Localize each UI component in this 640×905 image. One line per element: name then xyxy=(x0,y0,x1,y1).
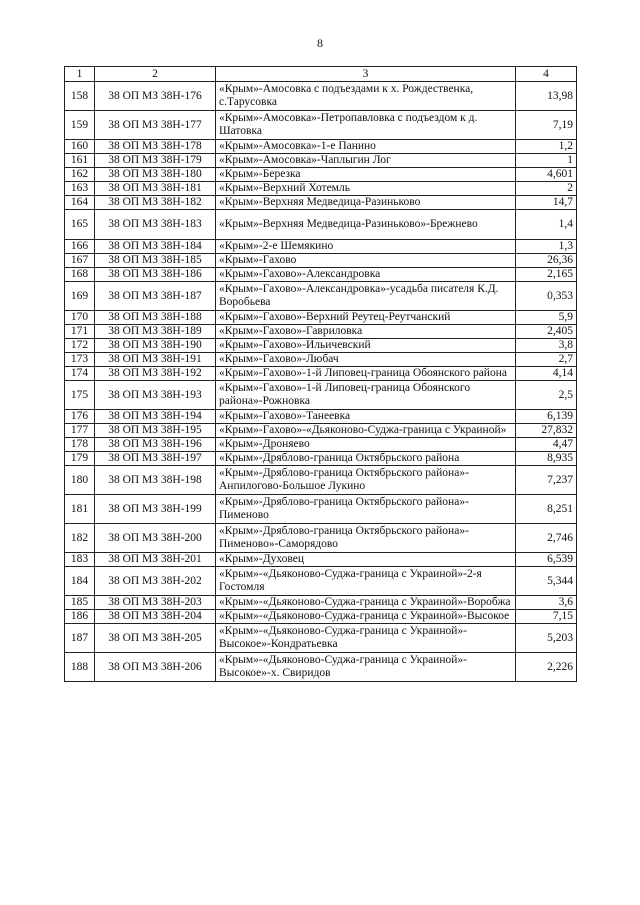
row-number: 185 xyxy=(65,596,95,610)
road-length: 2,5 xyxy=(516,381,577,410)
row-number: 170 xyxy=(65,311,95,325)
page-number: 8 xyxy=(317,36,323,50)
row-number: 172 xyxy=(65,339,95,353)
road-length: 2,405 xyxy=(516,325,577,339)
road-name: «Крым»-Амосовка»-Чаплыгин Лог xyxy=(216,154,516,168)
road-name: «Крым»-Амосовка с подъездами к х. Рождественка, с.Тарусовка xyxy=(216,82,516,111)
table-row xyxy=(65,111,577,140)
road-name: «Крым»-Верхняя Медведица-Разиньково»-Брежнево xyxy=(216,210,516,240)
row-number: 188 xyxy=(65,653,95,682)
road-name: «Крым»-Дряблово-граница Октябрьского района xyxy=(216,452,516,466)
road-length: 7,19 xyxy=(516,111,577,140)
table-row xyxy=(65,210,577,240)
row-number: 178 xyxy=(65,438,95,452)
road-name: «Крым»-«Дьяконово-Суджа-граница с Украиной»-Высокое xyxy=(216,610,516,624)
road-name: «Крым»-Гахово»-1-й Липовец-граница Обоянского района xyxy=(216,367,516,381)
table-row xyxy=(65,524,577,553)
row-number: 159 xyxy=(65,111,95,140)
road-code: 38 ОП МЗ 38Н-185 xyxy=(95,254,216,268)
road-name: «Крым»-Гахово»-Ильичевский xyxy=(216,339,516,353)
road-length: 4,47 xyxy=(516,438,577,452)
road-name: «Крым»-Гахово»-Танеевка xyxy=(216,410,516,424)
table-row xyxy=(65,154,577,168)
column-header: 3 xyxy=(216,67,516,82)
row-number: 184 xyxy=(65,567,95,596)
row-number: 182 xyxy=(65,524,95,553)
row-number: 176 xyxy=(65,410,95,424)
road-length: 0,353 xyxy=(516,282,577,311)
row-number: 158 xyxy=(65,82,95,111)
road-name: «Крым»-Гахово»-Верхний Реутец-Реутчанский xyxy=(216,311,516,325)
road-name: «Крым»-Гахово»-Александровка»-усадьба писателя К.Д. Воробьева xyxy=(216,282,516,311)
road-length: 14,7 xyxy=(516,196,577,210)
row-number: 160 xyxy=(65,140,95,154)
table-row xyxy=(65,381,577,410)
table-row xyxy=(65,495,577,524)
table-row xyxy=(65,438,577,452)
road-code: 38 ОП МЗ 38Н-201 xyxy=(95,553,216,567)
table-row xyxy=(65,424,577,438)
road-name: «Крым»-Дряблово-граница Октябрьского района»-Пименово»-Саморядово xyxy=(216,524,516,553)
road-code: 38 ОП МЗ 38Н-205 xyxy=(95,624,216,653)
road-name: «Крым»-Гахово»-Александровка xyxy=(216,268,516,282)
road-name: «Крым»-«Дьяконово-Суджа-граница с Украиной»-Высокое»-Кондратьевка xyxy=(216,624,516,653)
road-code: 38 ОП МЗ 38Н-190 xyxy=(95,339,216,353)
road-code: 38 ОП МЗ 38Н-189 xyxy=(95,325,216,339)
road-name: «Крым»-Гахово»-1-й Липовец-граница Обоянского района»-Рожновка xyxy=(216,381,516,410)
road-code: 38 ОП МЗ 38Н-181 xyxy=(95,182,216,196)
road-code: 38 ОП МЗ 38Н-182 xyxy=(95,196,216,210)
road-length: 1 xyxy=(516,154,577,168)
road-code: 38 ОП МЗ 38Н-194 xyxy=(95,410,216,424)
road-code: 38 ОП МЗ 38Н-202 xyxy=(95,567,216,596)
road-length: 3,6 xyxy=(516,596,577,610)
road-length: 7,15 xyxy=(516,610,577,624)
row-number: 183 xyxy=(65,553,95,567)
row-number: 164 xyxy=(65,196,95,210)
table-row xyxy=(65,553,577,567)
road-code: 38 ОП МЗ 38Н-186 xyxy=(95,268,216,282)
road-length: 2 xyxy=(516,182,577,196)
road-name: «Крым»-«Дьяконово-Суджа-граница с Украиной»-Воробжа xyxy=(216,596,516,610)
row-number: 165 xyxy=(65,210,95,240)
road-length: 2,226 xyxy=(516,653,577,682)
row-number: 161 xyxy=(65,154,95,168)
road-length: 7,237 xyxy=(516,466,577,495)
road-name: «Крым»-Верхний Хотемль xyxy=(216,182,516,196)
road-name: «Крым»-Дряблово-граница Октябрьского района»-Анпилогово-Большое Лукино xyxy=(216,466,516,495)
road-name: «Крым»-Дряблово-граница Октябрьского района»-Пименово xyxy=(216,495,516,524)
road-length: 5,203 xyxy=(516,624,577,653)
road-code: 38 ОП МЗ 38Н-193 xyxy=(95,381,216,410)
road-length: 26,36 xyxy=(516,254,577,268)
road-name: «Крым»-Верхняя Медведица-Разиньково xyxy=(216,196,516,210)
road-code: 38 ОП МЗ 38Н-178 xyxy=(95,140,216,154)
table-row xyxy=(65,325,577,339)
road-name: «Крым»-2-е Шемякино xyxy=(216,240,516,254)
row-number: 167 xyxy=(65,254,95,268)
column-header: 2 xyxy=(95,67,216,82)
table-row xyxy=(65,339,577,353)
row-number: 186 xyxy=(65,610,95,624)
row-number: 168 xyxy=(65,268,95,282)
road-length: 2,746 xyxy=(516,524,577,553)
table-row xyxy=(65,353,577,367)
table-row xyxy=(65,82,577,111)
road-code: 38 ОП МЗ 38Н-192 xyxy=(95,367,216,381)
road-code: 38 ОП МЗ 38Н-198 xyxy=(95,466,216,495)
table-row xyxy=(65,466,577,495)
table-row xyxy=(65,567,577,596)
table-row xyxy=(65,196,577,210)
road-code: 38 ОП МЗ 38Н-203 xyxy=(95,596,216,610)
road-length: 3,8 xyxy=(516,339,577,353)
road-code: 38 ОП МЗ 38Н-195 xyxy=(95,424,216,438)
road-name: «Крым»-Гахово xyxy=(216,254,516,268)
road-length: 1,2 xyxy=(516,140,577,154)
road-code: 38 ОП МЗ 38Н-187 xyxy=(95,282,216,311)
road-name: «Крым»-«Дьяконово-Суджа-граница с Украиной»-Высокое»-х. Свиридов xyxy=(216,653,516,682)
road-length: 27,832 xyxy=(516,424,577,438)
table-row xyxy=(65,653,577,682)
road-length: 8,251 xyxy=(516,495,577,524)
table-row xyxy=(65,452,577,466)
road-length: 6,539 xyxy=(516,553,577,567)
road-length: 13,98 xyxy=(516,82,577,111)
table-row xyxy=(65,311,577,325)
road-code: 38 ОП МЗ 38Н-204 xyxy=(95,610,216,624)
road-length: 5,9 xyxy=(516,311,577,325)
road-name: «Крым»-Духовец xyxy=(216,553,516,567)
road-length: 6,139 xyxy=(516,410,577,424)
road-code: 38 ОП МЗ 38Н-200 xyxy=(95,524,216,553)
road-code: 38 ОП МЗ 38Н-199 xyxy=(95,495,216,524)
table-row xyxy=(65,282,577,311)
table-row xyxy=(65,268,577,282)
road-name: «Крым»-«Дьяконово-Суджа-граница с Украиной»-2-я Гостомля xyxy=(216,567,516,596)
road-name: «Крым»-Гахово»-Любач xyxy=(216,353,516,367)
roads-table xyxy=(64,66,577,682)
road-length: 8,935 xyxy=(516,452,577,466)
road-length: 2,165 xyxy=(516,268,577,282)
road-length: 1,4 xyxy=(516,210,577,240)
column-header: 1 xyxy=(65,67,95,82)
row-number: 162 xyxy=(65,168,95,182)
table-row xyxy=(65,596,577,610)
road-length: 1,3 xyxy=(516,240,577,254)
row-number: 174 xyxy=(65,367,95,381)
table-row xyxy=(65,410,577,424)
table-header-row xyxy=(65,67,577,82)
road-name: «Крым»-Дроняево xyxy=(216,438,516,452)
road-name: «Крым»-Амосовка»-Петропавловка с подъездом к д. Шатовка xyxy=(216,111,516,140)
row-number: 181 xyxy=(65,495,95,524)
row-number: 177 xyxy=(65,424,95,438)
road-code: 38 ОП МЗ 38Н-197 xyxy=(95,452,216,466)
row-number: 169 xyxy=(65,282,95,311)
road-code: 38 ОП МЗ 38Н-191 xyxy=(95,353,216,367)
road-name: «Крым»-Амосовка»-1-е Панино xyxy=(216,140,516,154)
row-number: 171 xyxy=(65,325,95,339)
road-length: 4,14 xyxy=(516,367,577,381)
road-code: 38 ОП МЗ 38Н-176 xyxy=(95,82,216,111)
road-length: 5,344 xyxy=(516,567,577,596)
table-row xyxy=(65,254,577,268)
road-length: 2,7 xyxy=(516,353,577,367)
table-row xyxy=(65,367,577,381)
row-number: 173 xyxy=(65,353,95,367)
road-code: 38 ОП МЗ 38Н-184 xyxy=(95,240,216,254)
road-code: 38 ОП МЗ 38Н-183 xyxy=(95,210,216,240)
road-code: 38 ОП МЗ 38Н-196 xyxy=(95,438,216,452)
road-name: «Крым»-Гахово»-«Дьяконово-Суджа-граница с Украиной» xyxy=(216,424,516,438)
table-row xyxy=(65,240,577,254)
row-number: 187 xyxy=(65,624,95,653)
table-row xyxy=(65,168,577,182)
row-number: 163 xyxy=(65,182,95,196)
road-code: 38 ОП МЗ 38Н-179 xyxy=(95,154,216,168)
table-row xyxy=(65,182,577,196)
road-code: 38 ОП МЗ 38Н-188 xyxy=(95,311,216,325)
row-number: 175 xyxy=(65,381,95,410)
road-name: «Крым»-Гахово»-Гавриловка xyxy=(216,325,516,339)
row-number: 180 xyxy=(65,466,95,495)
road-code: 38 ОП МЗ 38Н-206 xyxy=(95,653,216,682)
column-header: 4 xyxy=(516,67,577,82)
row-number: 166 xyxy=(65,240,95,254)
table-row xyxy=(65,624,577,653)
row-number: 179 xyxy=(65,452,95,466)
table-row xyxy=(65,610,577,624)
road-code: 38 ОП МЗ 38Н-180 xyxy=(95,168,216,182)
road-name: «Крым»-Березка xyxy=(216,168,516,182)
road-code: 38 ОП МЗ 38Н-177 xyxy=(95,111,216,140)
road-length: 4,601 xyxy=(516,168,577,182)
table-row xyxy=(65,140,577,154)
